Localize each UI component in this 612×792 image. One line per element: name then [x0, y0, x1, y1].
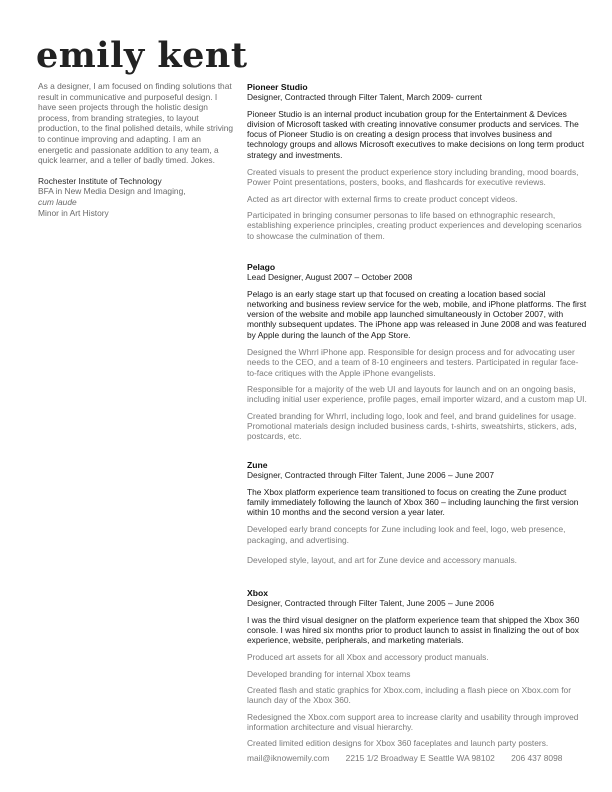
address: 2215 1/2 Broadway E Seattle WA 98102: [345, 753, 495, 763]
intro-text: As a designer, I am focused on finding solutions that result in communicative and purposeful design. I have seen projects through the holistic design process, from branding strategies, to layout production, to the final polished details, while striving to continue improving and adapting. I am an energetic and passionate addition to any team, a quick learner, and a teller of badly timed. Jokes.: [38, 81, 234, 166]
job-bullet: Developed style, layout, and art for Zune device and accessory manuals.: [247, 555, 518, 566]
job-bullet: Designed the Whrrl iPhone app. Responsible for design process and for advocating user needs to the CEO, and a team of 8-10 engineers and testers. Participated in regular face-to-face critiques with the Apple iPhone evangelists.: [247, 347, 579, 378]
honors: cum laude: [38, 196, 77, 207]
job-description: The Xbox platform experience team transitioned to focus on creating the Zune product family immediately following the launch of Xbox 360 – including launching the first version within 10 months and the second version a year later.: [247, 486, 579, 518]
phone: 206 437 8098: [511, 753, 563, 763]
job-bullet: Developed early brand concepts for Zune including look and feel, logo, web presence, packaging, and advertising.: [247, 524, 566, 545]
job-company: Pioneer Studio: [247, 82, 308, 92]
job-xbox: [247, 588, 587, 755]
job-bullet: Produced art assets for all Xbox and accessory product manuals.: [247, 652, 489, 663]
job-description: Pelago is an early stage start up that focused on creating a location based social networking and business review service for the web, mobile, and iPhone platforms. The first version of the website and mobile app launched simultaneously in October 2007, with monthly subsequent updates. The iPhone app was released in June 2008 and was featured by Apple during the launch of the App Store.: [247, 288, 587, 340]
job-zune: [247, 460, 587, 571]
job-company: Pelago: [247, 262, 276, 272]
job-pioneer-studio: [247, 82, 587, 247]
job-bullet: Acted as art director with external firms to create product concept videos.: [247, 193, 518, 204]
contact-footer: [247, 753, 576, 763]
job-description: Pioneer Studio is an internal product incubation group for the Entertainment & Devices division of Microsoft tasked with creating innovative consumer products and services. The focus of Pioneer Studio is on creating a design process that involves business and technology groups and allows Microsoft executives to make decisions on long term product strategy and investments.: [247, 108, 585, 160]
job-bullet: Participated in bringing consumer personas to life based on ethnographic research, establishing experience principles, creating product experiences and developing scenarios to showcase the culmination of them.: [247, 209, 582, 241]
sidebar: [38, 81, 234, 218]
job-bullet: Developed branding for internal Xbox teams: [247, 668, 411, 679]
job-description: I was the third visual designer on the platform experience team that shipped the Xbox 360 console. I was hired six months prior to product launch to assist in finalizing the out of box experience, website, peripherals, and marketing materials.: [247, 614, 580, 646]
job-role: Designer, Contracted through Filter Talent, June 2005 – June 2006: [247, 598, 495, 609]
job-company: Xbox: [247, 588, 269, 598]
resume-name: emily kent: [36, 35, 248, 76]
job-bullet: Responsible for a majority of the web UI and layouts for launch and on an ongoing basis, including initial user experience, profile pages, email importer wizard, and a custom map UI.: [247, 383, 587, 405]
job-role: Designer, Contracted through Filter Talent, June 2006 – June 2007: [247, 470, 495, 481]
job-bullet: Created branding for Whrrl, including logo, look and feel, and brand guidelines for usage. Promotional materials design included business cards, t-shirts, sweatshirts, stickers, ads, postcards, etc.: [247, 410, 577, 442]
job-bullet: Created limited edition designs for Xbox 360 faceplates and launch party posters.: [247, 738, 549, 749]
job-company: Zune: [247, 460, 268, 470]
school-name: Rochester Institute of Technology: [38, 175, 162, 186]
job-bullet: Created visuals to present the product experience story including branding, mood boards, Power Point presentations, posters, books, and flashcards for executive reviews.: [247, 167, 579, 188]
job-pelago: [247, 262, 587, 447]
degree: BFA in New Media Design and Imaging,: [38, 186, 186, 197]
job-bullet: Created flash and static graphics for Xbox.com, including a flash piece on Xbox.com for launch day of the Xbox 360.: [247, 685, 572, 706]
minor: Minor in Art History: [38, 207, 109, 218]
job-role: Lead Designer, August 2007 – October 2008: [247, 272, 413, 283]
job-role: Designer, Contracted through Filter Talent, March 2009- current: [247, 92, 482, 103]
email-link[interactable]: mail@iknowemily.com: [247, 753, 330, 763]
job-bullet: Redesigned the Xbox.com support area to increase clarity and usability through improved information architecture and visual hierarchy.: [247, 711, 579, 732]
